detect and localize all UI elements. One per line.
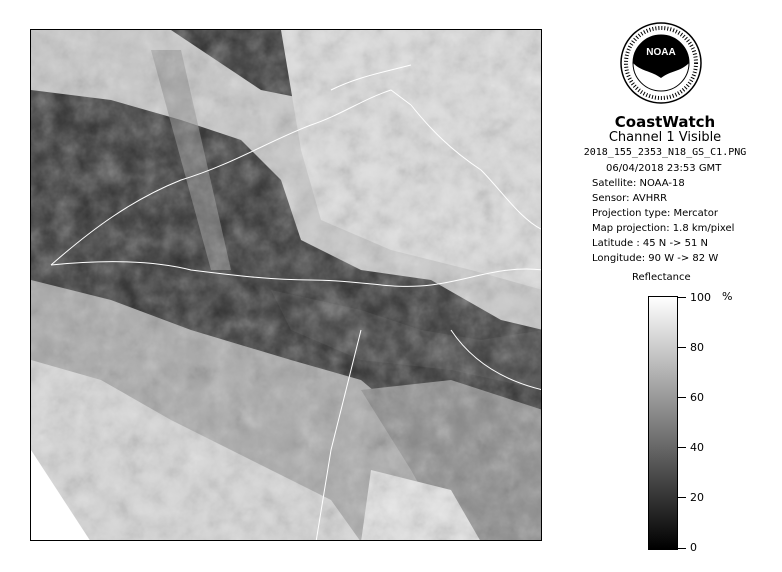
- tick-label-80: 80: [690, 341, 704, 354]
- datetime-label: 06/04/2018 23:53 GMT: [606, 163, 722, 174]
- noaa-logo: [620, 22, 702, 104]
- legend-title: Reflectance: [632, 272, 691, 283]
- reflectance-colorbar: [648, 296, 678, 550]
- longitude-label: Longitude: 90 W -> 82 W: [592, 253, 719, 264]
- svg-text:NOAA: NOAA: [646, 47, 676, 58]
- satellite-label: Satellite: NOAA-18: [592, 178, 685, 189]
- sensor-label: Sensor: AVHRR: [592, 193, 668, 204]
- satellite-map: [30, 29, 542, 541]
- tick-label-0: 0: [690, 541, 697, 554]
- colorbar-tick: [678, 497, 686, 498]
- colorbar-tick: [678, 548, 686, 549]
- filename-label: 2018_155_2353_N18_GS_C1.PNG: [583, 147, 747, 158]
- map-projection-label: Map projection: 1.8 km/pixel: [592, 223, 735, 234]
- noaa-seal-icon: [620, 22, 702, 104]
- brand-title: CoastWatch: [614, 113, 716, 131]
- tick-label-100: 100: [690, 291, 711, 304]
- colorbar-tick: [678, 297, 686, 298]
- tick-label-60: 60: [690, 391, 704, 404]
- projection-type-label: Projection type: Mercator: [592, 208, 718, 219]
- tick-label-40: 40: [690, 441, 704, 454]
- satellite-image: [31, 30, 542, 541]
- channel-label: Channel 1 Visible: [608, 130, 722, 145]
- colorbar-tick: [678, 447, 686, 448]
- colorbar-tick: [678, 397, 686, 398]
- tick-label-20: 20: [690, 491, 704, 504]
- legend-unit: %: [722, 290, 733, 303]
- latitude-label: Latitude : 45 N -> 51 N: [592, 238, 708, 249]
- colorbar-tick: [678, 347, 686, 348]
